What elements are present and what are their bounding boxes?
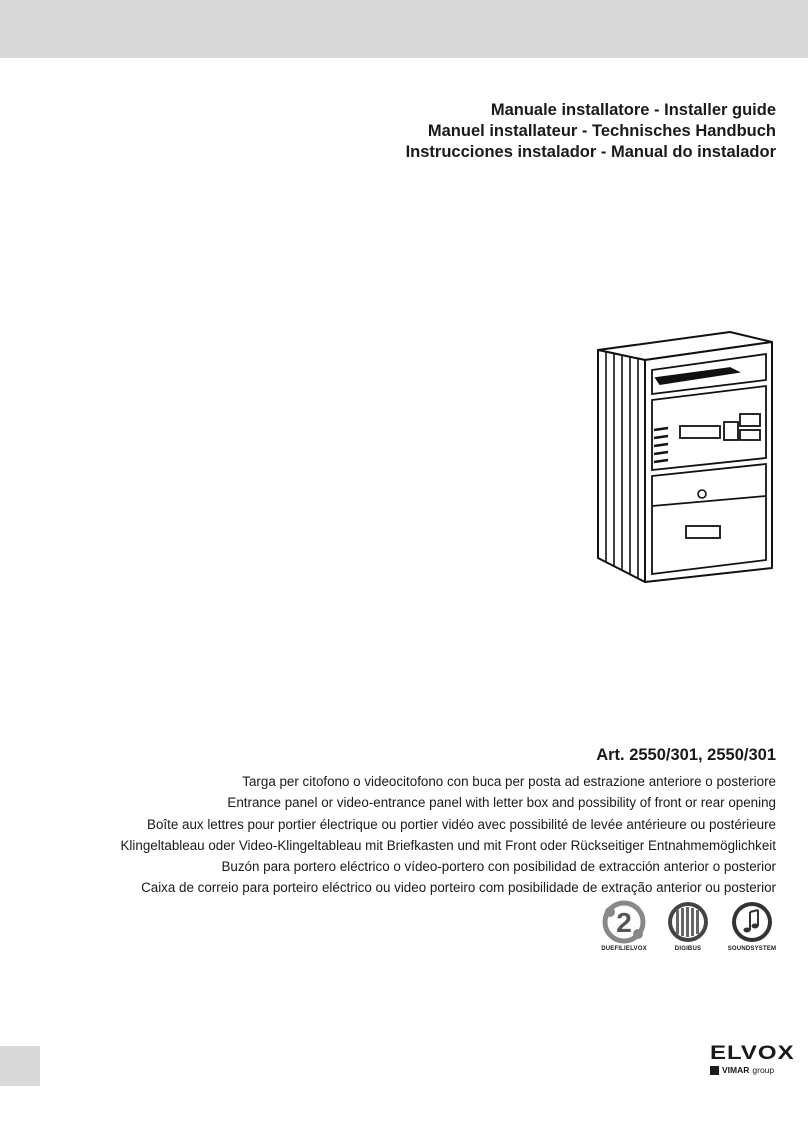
brand-group — [710, 1065, 780, 1075]
logo-label: DIGIBUS — [674, 946, 702, 952]
vimar-icon — [710, 1066, 719, 1075]
digibus-icon — [666, 900, 710, 944]
description-line: Entrance panel or video-entrance panel with letter box and possibility of front or rear opening — [227, 795, 776, 811]
description-line: Caixa de correio para porteiro eléctrico ou video porteiro com posibilidade de extração anterior ou posterior — [141, 880, 776, 896]
svg-text:2: 2 — [616, 907, 632, 938]
manual-titles — [406, 100, 776, 163]
system-logos — [594, 900, 784, 964]
product-illustration — [590, 330, 780, 590]
corner-marker — [0, 1046, 40, 1086]
title-line: Manuale installatore - Installer guide — [490, 101, 776, 119]
logo-soundsystem — [722, 900, 782, 952]
brand-name: ELVOX — [710, 1042, 795, 1064]
article-number: Art. 2550/301, 2550/301 — [596, 746, 776, 764]
description-line: Boîte aux lettres pour portier électrique ou portier vidéo avec possibilité de levée antérieure ou postérieure — [147, 816, 776, 832]
title-line: Instrucciones instalador - Manual do instalador — [405, 143, 776, 161]
description-line: Klingeltableau oder Video-Klingeltableau mit Briefkasten und mit Front oder Rückseitiger Entnahmemöglichkeit — [120, 837, 776, 853]
description-line: Targa per citofono o videocitofono con buca per posta ad estrazione anteriore o posteriore — [242, 774, 776, 789]
brand-group-suffix: group — [752, 1065, 775, 1075]
product-descriptions — [120, 771, 776, 899]
logo-digibus — [658, 900, 718, 952]
brand-logo — [710, 1042, 795, 1075]
title-line: Manuel installateur - Technisches Handbuch — [427, 122, 776, 140]
logo-duefilielvox — [594, 900, 654, 952]
logo-label: SOUNDSYSTEM — [727, 946, 777, 952]
logo-label: DUEFILIELVOX — [601, 946, 647, 952]
header-band — [0, 0, 808, 58]
description-line: Buzón para portero eléctrico o vídeo-portero con posibilidad de extracción anterior o posterior — [221, 859, 776, 875]
duefilielvox-icon — [602, 900, 646, 944]
brand-group-name: VIMAR — [722, 1065, 750, 1075]
soundsystem-icon — [730, 900, 774, 944]
